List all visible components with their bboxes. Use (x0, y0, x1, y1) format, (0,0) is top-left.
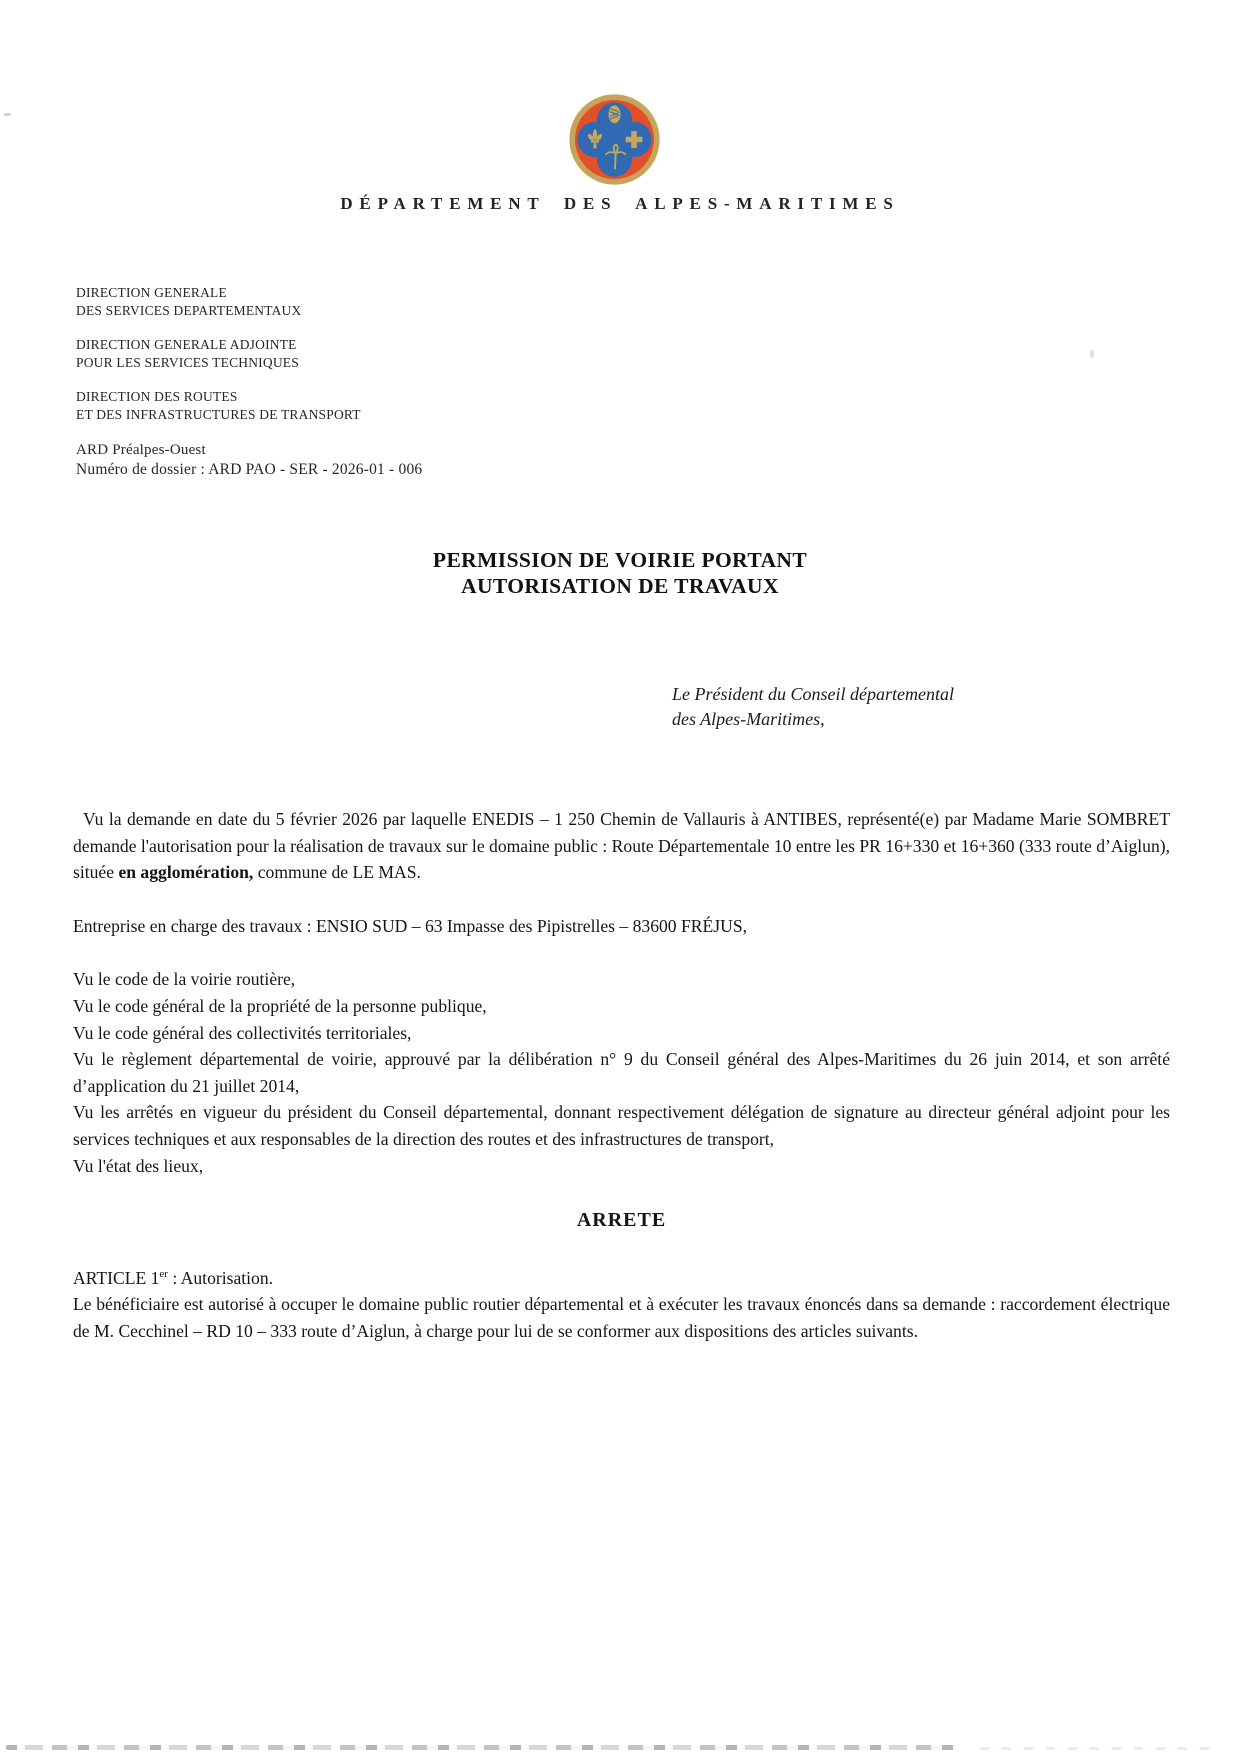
article-1-label: ARTICLE 1 (73, 1267, 160, 1288)
letterhead-line: ET DES INFRASTRUCTURES DE TRANSPORT (76, 407, 361, 422)
bottom-scan-artifact (6, 1745, 958, 1750)
document-body (73, 806, 1170, 1345)
vu-clause: Vu le code de la voirie routière, (73, 969, 296, 990)
document-title (0, 547, 1240, 599)
arrete-heading: ARRETE (576, 1209, 667, 1232)
letterhead-line: DIRECTION DES ROUTES (76, 389, 238, 404)
letterhead-block-direction-generale (76, 284, 422, 320)
vu-clauses (73, 966, 1170, 1179)
demande-text-start: Vu la demande en date du 5 février 2026 par laquelle ENEDIS – 1 250 Chemin de Vallauris à ANTIBES, représenté(e) par Madame Marie SOMBRET demande l'autorisation pour la réalisation de travaux sur le domaine public : Route Départementale 10 entre les PR 16+330 et 16+360 (333 route d’Aiglun), située (73, 809, 1170, 883)
president-salutation (672, 682, 954, 731)
letterhead (76, 284, 422, 479)
vu-clause: Vu l'état des lieux, (73, 1155, 204, 1176)
letterhead-block-direction-adjointe (76, 336, 422, 372)
service-line: ARD Préalpes-Ouest (76, 442, 206, 458)
scan-speck (1090, 350, 1094, 358)
pine-cone-icon (608, 106, 620, 124)
document-title-line1: PERMISSION DE VOIRIE PORTANT (432, 548, 808, 572)
vu-clause: Vu les arrêtés en vigueur du président du Conseil départemental, donnant respectivement délégation de signature au directeur général adjoint pour les services techniques et aux responsables de la direction des routes et des infrastructures de transport, (73, 1102, 1170, 1149)
department-seal-logo (568, 92, 661, 187)
document-title-line2: AUTORISATION DE TRAVAUX (461, 574, 779, 598)
article-1-sup: er (159, 1267, 168, 1280)
article-1-heading (73, 1265, 1170, 1292)
scan-speck (4, 113, 11, 116)
salutation-line2: des Alpes-Maritimes, (672, 708, 825, 729)
letterhead-line: DIRECTION GENERALE ADJOINTE (76, 337, 297, 352)
letterhead-line: DES SERVICES DEPARTEMENTAUX (76, 303, 302, 318)
article-1-body: Le bénéficiaire est autorisé à occuper le domaine public routier départemental et à exécuter les travaux énoncés dans sa demande : raccordement électrique de M. Cecchinel – RD 10 – 333 route d’Aiglun, à charge pour lui de se conformer aux dispositions des articles suivants. (73, 1294, 1170, 1341)
letterhead-block-direction-routes (76, 388, 422, 424)
letterhead-line: POUR LES SERVICES TECHNIQUES (76, 355, 299, 370)
dossier-number-line: Numéro de dossier : ARD PAO - SER - 2026-01 - 006 (76, 461, 423, 478)
letterhead-line: DIRECTION GENERALE (76, 285, 227, 300)
vu-clause: Vu le code général de la propriété de la personne publique, (73, 995, 487, 1016)
article-1-label-rest: : Autorisation. (167, 1267, 274, 1288)
org-name: DÉPARTEMENT DES ALPES-MARITIMES (340, 194, 900, 213)
agglomeration-bold-text: en agglomération, (118, 862, 254, 883)
vu-clause: Vu le code général des collectivités territoriales, (73, 1022, 412, 1043)
seal-icon (568, 92, 661, 187)
paragraph-entreprise: Entreprise en charge des travaux : ENSIO SUD – 63 Impasse des Pipistrelles – 83600 FRÉJUS, (73, 915, 748, 936)
demande-text-end: commune de LE MAS. (253, 862, 421, 883)
bottom-scan-artifact (980, 1747, 1210, 1750)
paragraph-demande (73, 806, 1170, 886)
salutation-line1: Le Président du Conseil départemental (672, 684, 954, 704)
vu-clause: Vu le règlement départemental de voirie, approuvé par la délibération n° 9 du Conseil général des Alpes-Maritimes du 26 juin 2014, et son arrêté d’application du 21 juillet 2014, (73, 1049, 1170, 1096)
